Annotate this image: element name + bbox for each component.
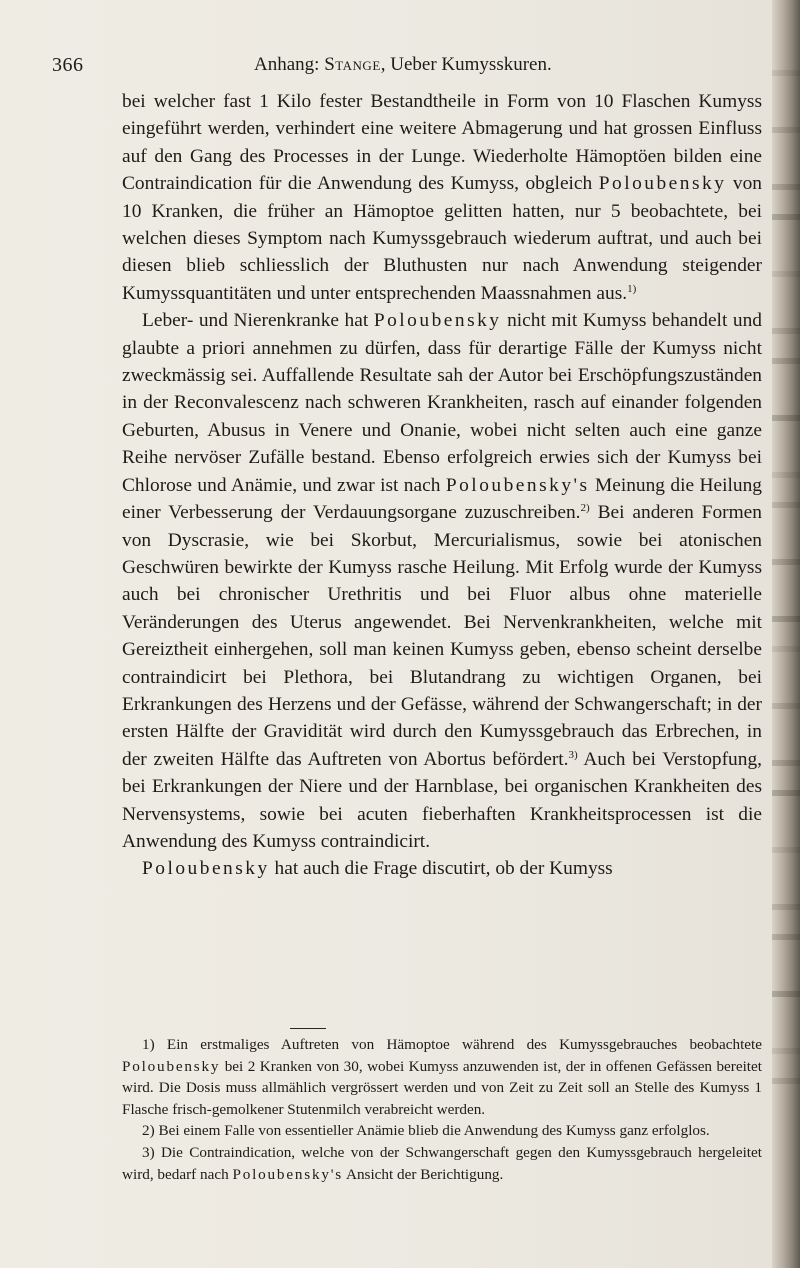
page-edge-shadow xyxy=(772,904,800,910)
page-edge-shadow xyxy=(772,328,800,334)
running-title-prefix: Anhang: xyxy=(254,54,325,75)
text-run: Bei anderen Formen von Dyscrasie, wie bei Skorbut, Mercurialismus, sowie bei atonischen Geschwüren bewirkte der Kumyss rasche Heilung. Mit Erfolg wurde der Kumyss auch bei chronischer Urethritis und bei Fluor albus ohne materielle Veränderungen des Uterus angewendet. Bei Nervenkrankheiten, welche mit Gereiztheit einhergehen, soll man keinen Kumyss geben, ebenso scheint derselbe contraindicirt bei Plethora, bei Blutandrang zu wichtigen Organen, bei Erkrankungen des Herzens und der Gefässe, während der Schwangerschaft; in der ersten Hälfte der Gravidität wird durch den Kumyssgebrauch das Erbrechen, in der zweiten Hälfte das Auftreten von Abortus befördert. xyxy=(122,502,762,770)
page-edge-shadow xyxy=(772,646,800,652)
page-edge-shadow xyxy=(772,616,800,622)
page-edge-shadow xyxy=(772,472,800,478)
text-run: nicht mit Kumyss behandelt und glaubte a priori annehmen zu dürfen, dass für derartige Fälle der Kumyss nicht zweckmässig sei. Auffallende Resultate sah der Autor bei Erschöpfungszuständen in der Reconvalescenz nach schweren Krankheiten, rasch auf einander folgenden Geburten, Abusus in Venere und Onanie, wobei nicht selten auch eine ganze Reihe nervöser Zufälle bestand. Ebenso erfolgreich erwies sich der Kumyss bei Chlorose und Anämie, und zwar ist nach xyxy=(122,310,762,496)
footnotes xyxy=(122,1034,762,1185)
page-edge-shadow xyxy=(772,70,800,76)
footnote-2 xyxy=(122,1120,762,1142)
footnote-3 xyxy=(122,1142,762,1185)
book-page-edge xyxy=(772,0,800,1268)
footnote-1 xyxy=(122,1034,762,1120)
footnote-marker: 2) xyxy=(580,502,590,515)
page-edge-shadow xyxy=(772,703,800,709)
page-edge-shadow xyxy=(772,214,800,220)
text-run: hat auch die Frage discutirt, ob der Kumyss xyxy=(269,858,613,880)
text-run: Ansicht der Berichtigung. xyxy=(343,1165,504,1183)
running-header xyxy=(52,54,752,84)
text-run: Leber- und Nierenkranke hat xyxy=(142,310,374,332)
footnote-separator xyxy=(290,1028,326,1029)
text-run: bei 2 Kranken von 30, wobei Kumyss anzuwenden ist, der in offenen Gefässen bereitet wird. Die Dosis muss allmählich vergrössert werden und von Zeit zu Zeit soll an Stelle des Kumyss 1 Flasche frisch-gemolkener Stutenmilch verabreicht werden. xyxy=(122,1057,762,1118)
text-run: bei welcher fast 1 Kilo fester Bestandtheile in Form von 10 Flaschen Kumyss eingeführt werden, verhindert eine weitere Abmagerung und hat grossen Einfluss auf den Gang des Processes in der Lunge. Wiederholte Hämoptöen bilden eine Contraindication für die Anwendung des Kumyss, obgleich xyxy=(122,91,762,195)
text-run: Meinung die Heilung einer Verbesserung der Verdauungsorgane zuzuschreiben. xyxy=(122,474,762,524)
page-edge-shadow xyxy=(772,934,800,940)
author-name-spaced: Poloubensky xyxy=(598,173,727,195)
text-run: 1) Ein erstmaliges Auftreten von Hämoptoe während des Kumyssgebrauches beobachtete xyxy=(142,1036,762,1053)
running-title xyxy=(254,54,552,76)
running-title-rest: , Ueber Kumysskuren. xyxy=(380,54,552,75)
text-run: 3) Die Contraindication, welche von der Schwangerschaft gegen den Kumyssgebrauch hergeleitet wird, bedarf nach xyxy=(122,1143,762,1183)
page-edge-shadow xyxy=(772,415,800,421)
main-text xyxy=(122,88,762,883)
page-edge-shadow xyxy=(772,790,800,796)
page-edge-shadow xyxy=(772,559,800,565)
page-number: 366 xyxy=(52,54,84,76)
author-name-spaced: Poloubensky xyxy=(122,1057,221,1075)
text-run: Auch bei Verstopfung, bei Erkrankungen der Niere und der Harnblase, bei organischen Krankheiten des Nervensystems, sowie bei acuten fieberhaften Krankheitsprocessen ist die Anwendung des Kumyss contraindicirt. xyxy=(122,748,762,852)
page-edge-shadow xyxy=(772,991,800,997)
author-name-spaced: Poloubensky xyxy=(373,310,502,332)
page-edge-shadow xyxy=(772,760,800,766)
author-name-spaced: Poloubensky's xyxy=(232,1165,344,1183)
page-edge-shadow xyxy=(772,271,800,277)
page-edge-shadow xyxy=(772,127,800,133)
running-title-author: Stange xyxy=(324,54,381,75)
page-edge-shadow xyxy=(772,847,800,853)
text-run: von 10 Kranken, die früher an Hämoptoe gelitten hatten, nur 5 beobachtete, bei welchen dieses Symptom nach Kumyssgebrauch wiederum auftrat, und auch bei diesen blieb schliesslich der Bluthusten nur nach Anwendung steigender Kumyssquantitäten und unter entsprechenden Maassnahmen aus. xyxy=(122,173,762,304)
footnote-marker: 1) xyxy=(627,282,637,295)
author-name-spaced: Poloubensky's xyxy=(445,474,590,496)
text-run: 2) Bei einem Falle von essentieller Anämie blieb die Anwendung des Kumyss ganz erfolglos. xyxy=(142,1122,710,1140)
paragraph-leber-nierenkranke xyxy=(122,307,762,855)
paragraph-continued xyxy=(122,88,762,307)
paragraph-poloubensky-frage xyxy=(122,855,762,882)
page-edge-shadow xyxy=(772,358,800,364)
page-edge-shadow xyxy=(772,184,800,190)
page-edge-shadow xyxy=(772,1078,800,1084)
page-edge-shadow xyxy=(772,502,800,508)
footnote-marker: 3) xyxy=(568,748,578,761)
author-name-spaced: Poloubensky xyxy=(142,858,270,880)
page-edge-shadow xyxy=(772,1048,800,1054)
